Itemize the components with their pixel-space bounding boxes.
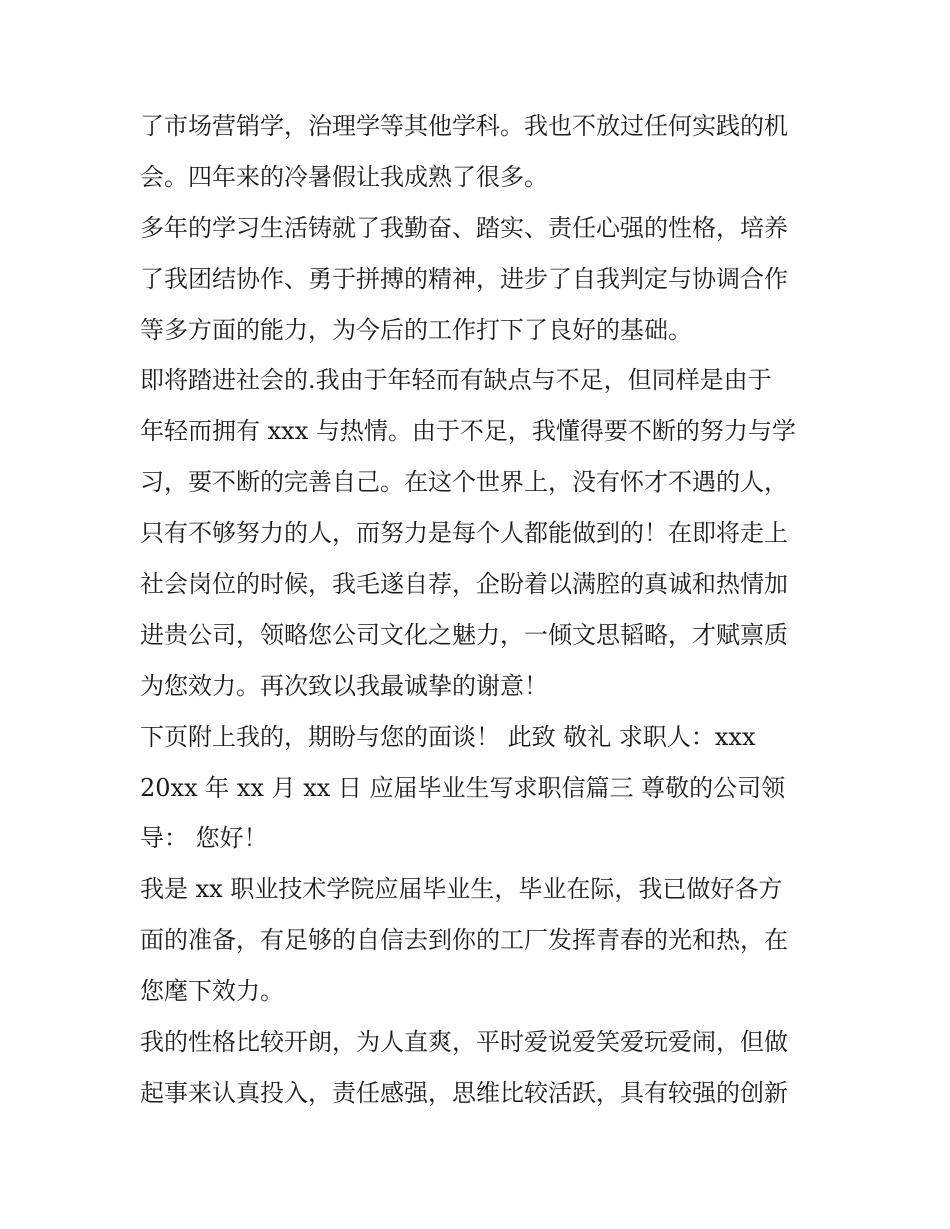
- text-line: 进贵公司，领略您公司文化之魅力，一倾文思韬略，才赋禀质: [140, 620, 788, 649]
- text-line: 等多方面的能力，为今后的工作打下了良好的基础。: [140, 315, 692, 344]
- text-line: 了市场营销学，治理学等其他学科。我也不放过任何实践的机: [140, 112, 788, 140]
- text-line: 您麾下效力。: [140, 977, 284, 1006]
- text-line: 习，要不断的完善自己。在这个世界上，没有怀才不遇的人，: [140, 468, 788, 497]
- text-line: 导： 您好！: [140, 824, 268, 853]
- text-line: 起事来认真投入，责任感强，思维比较活跃，具有较强的创新: [140, 1078, 788, 1107]
- text-line: 下页附上我的，期盼与您的面谈！ 此致 敬礼 求职人：xxx: [140, 722, 756, 751]
- document-body: [140, 101, 820, 1119]
- text-line: 我的性格比较开朗，为人直爽，平时爱说爱笑爱玩爱闹，但做: [140, 1028, 788, 1057]
- text-line: 社会岗位的时候，我毛遂自荐，企盼着以满腔的真诚和热情加: [140, 570, 788, 599]
- text-line: 多年的学习生活铸就了我勤奋、踏实、责任心强的性格，培养: [140, 213, 788, 242]
- text-line: 年轻而拥有 xxx 与热情。由于不足，我懂得要不断的努力与学: [140, 417, 796, 446]
- text-line: 即将踏进社会的.我由于年轻而有缺点与不足，但同样是由于: [140, 366, 772, 395]
- text-line: 20xx 年 xx 月 xx 日 应届毕业生写求职信篇三 尊敬的公司领: [140, 773, 786, 802]
- text-line: 为您效力。再次致以我最诚挚的谢意！: [140, 671, 548, 700]
- text-line: 了我团结协作、勇于拼搏的精神，进步了自我判定与协调合作: [140, 264, 788, 293]
- text-line: 会。四年来的冷暑假让我成熟了很多。: [140, 162, 548, 191]
- text-line: 只有不够努力的人，而努力是每个人都能做到的！在即将走上: [140, 519, 788, 548]
- text-line: 面的准备，有足够的自信去到你的工厂发挥青春的光和热，在: [140, 926, 788, 955]
- text-line: 我是 xx 职业技术学院应届毕业生，毕业在际，我已做好各方: [140, 875, 783, 904]
